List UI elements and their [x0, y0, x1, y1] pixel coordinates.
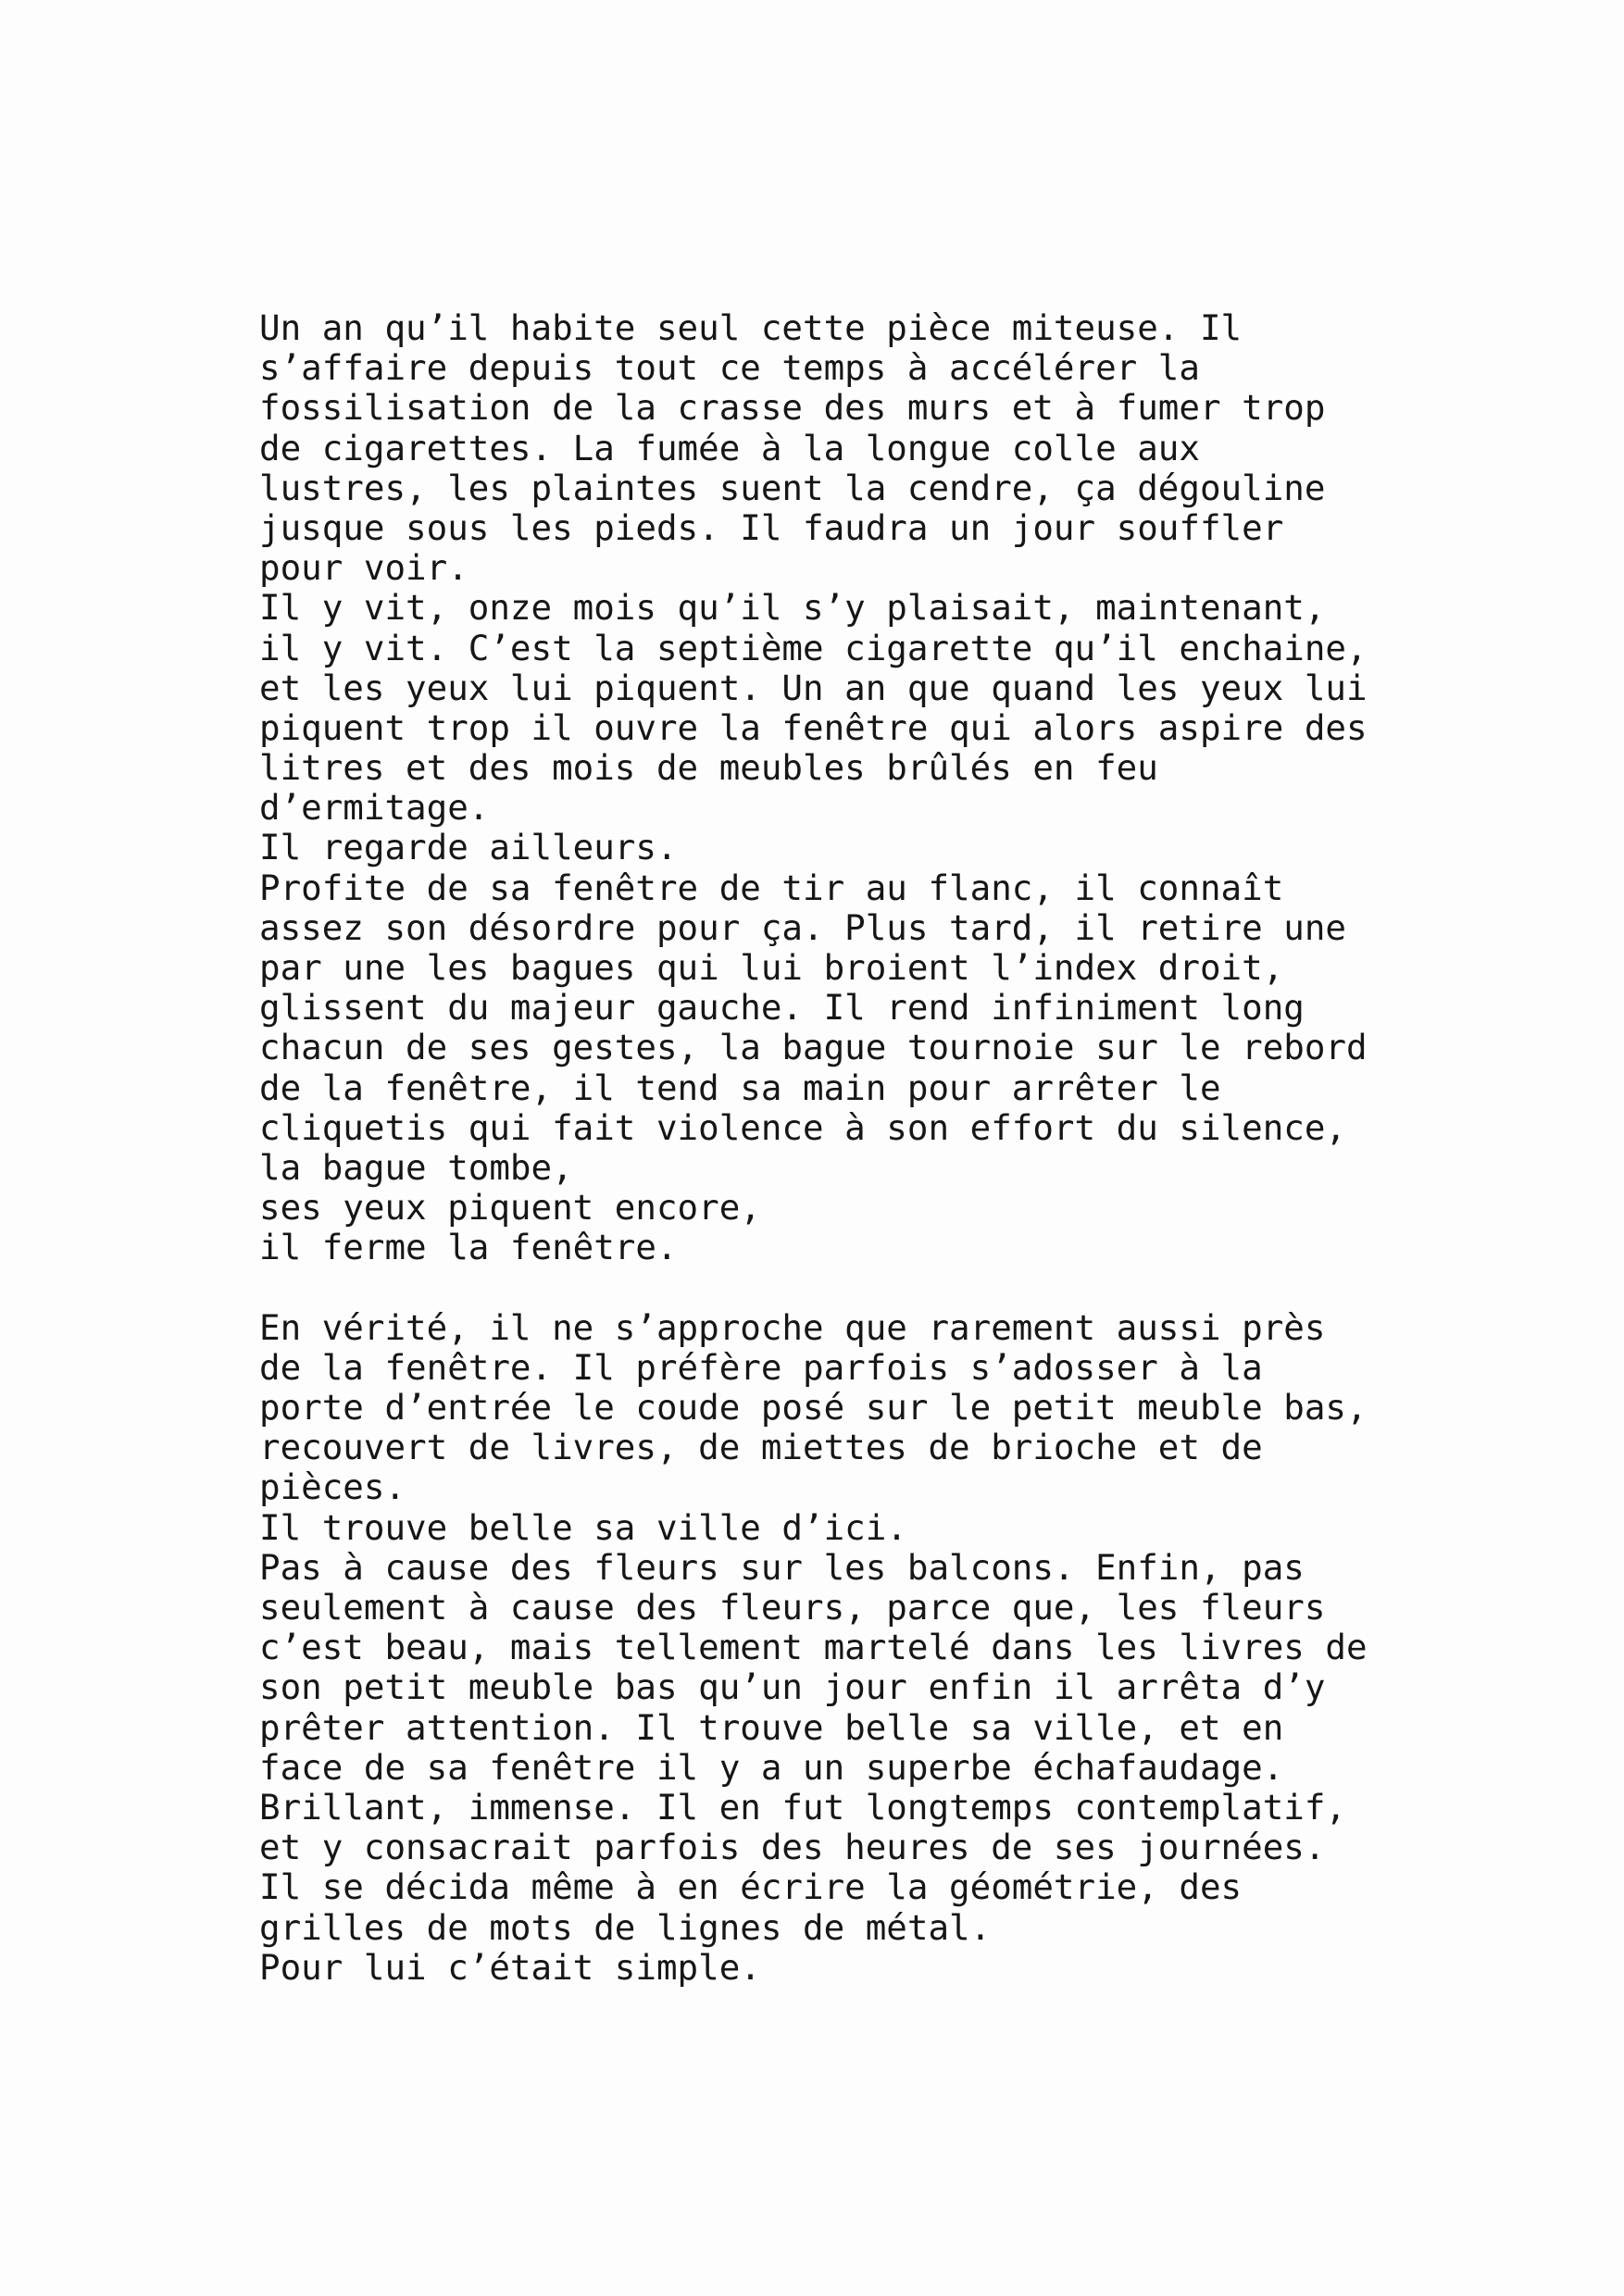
text-line: chacun de ses gestes, la bague tournoie sur le rebord: [259, 1027, 1368, 1068]
text-line: Il regarde ailleurs.: [259, 827, 678, 868]
text-line: grilles de mots de lignes de métal.: [259, 1906, 992, 1948]
body-text: [259, 308, 1463, 1988]
text-line: porte d’entrée le coude posé sur le petit meuble bas,: [259, 1387, 1368, 1429]
text-line: Brillant, immense. Il en fut longtemps contemplatif,: [259, 1786, 1346, 1828]
text-line: pièces.: [259, 1466, 406, 1508]
text-line: Un an qu’il habite seul cette pièce miteuse. Il: [259, 307, 1243, 348]
text-line: cliquetis qui fait violence à son effort du silence,: [259, 1106, 1346, 1148]
text-line: de la fenêtre, il tend sa main pour arrêter le: [259, 1067, 1221, 1108]
text-line: pour voir.: [259, 547, 468, 589]
text-line: il ferme la fenêtre.: [259, 1227, 678, 1268]
text-line: lustres, les plaintes suent la cendre, ça dégouline: [259, 467, 1326, 508]
text-line: prêter attention. Il trouve belle sa ville, et en: [259, 1706, 1284, 1748]
text-line: fossilisation de la crasse des murs et à fumer trop: [259, 387, 1326, 429]
text-line: Il y vit, onze mois qu’il s’y plaisait, maintenant,: [259, 587, 1326, 629]
text-line: la bague tombe,: [259, 1146, 573, 1188]
text-line: Il se décida même à en écrire la géométrie, des: [259, 1866, 1243, 1908]
text-line: recouvert de livres, de miettes de brioche et de: [259, 1427, 1263, 1468]
text-line: son petit meuble bas qu’un jour enfin il arrêta d’y: [259, 1666, 1326, 1708]
text-line: s’affaire depuis tout ce temps à accélérer la: [259, 347, 1200, 389]
text-line: Profite de sa fenêtre de tir au flanc, il connaît: [259, 867, 1284, 908]
text-line: de la fenêtre. Il préfère parfois s’adosser à la: [259, 1346, 1263, 1388]
text-line: et les yeux lui piquent. Un an que quand les yeux lui: [259, 667, 1368, 708]
text-line: et y consacrait parfois des heures de ses journées.: [259, 1827, 1326, 1868]
text-line: assez son désordre pour ça. Plus tard, il retire une: [259, 906, 1346, 948]
text-line: jusque sous les pieds. Il faudra un jour souffler: [259, 506, 1284, 548]
text-line: face de sa fenêtre il y a un superbe échafaudage.: [259, 1746, 1284, 1788]
text-line: il y vit. C’est la septième cigarette qu’il enchaine,: [259, 627, 1368, 668]
text-line: c’est beau, mais tellement martelé dans les livres de: [259, 1627, 1368, 1668]
text-line: Pour lui c’était simple.: [259, 1946, 761, 1988]
text-line: d’ermitage.: [259, 787, 490, 829]
text-line: ses yeux piquent encore,: [259, 1187, 761, 1229]
text-line: Il trouve belle sa ville d’ici.: [259, 1506, 907, 1548]
text-line: de cigarettes. La fumée à la longue colle aux: [259, 427, 1200, 468]
text-line: glissent du majeur gauche. Il rend infiniment long: [259, 987, 1305, 1029]
text-line: En vérité, il ne s’approche que rarement aussi près: [259, 1306, 1326, 1348]
text-line: [259, 1268, 1463, 1308]
text-line: seulement à cause des fleurs, parce que, les fleurs: [259, 1587, 1326, 1628]
text-line: litres et des mois de meubles brûlés en feu: [259, 747, 1158, 789]
text-line: piquent trop il ouvre la fenêtre qui alors aspire des: [259, 706, 1368, 748]
text-line: Pas à cause des fleurs sur les balcons. Enfin, pas: [259, 1546, 1305, 1588]
text-line: par une les bagues qui lui broient l’index droit,: [259, 947, 1284, 988]
